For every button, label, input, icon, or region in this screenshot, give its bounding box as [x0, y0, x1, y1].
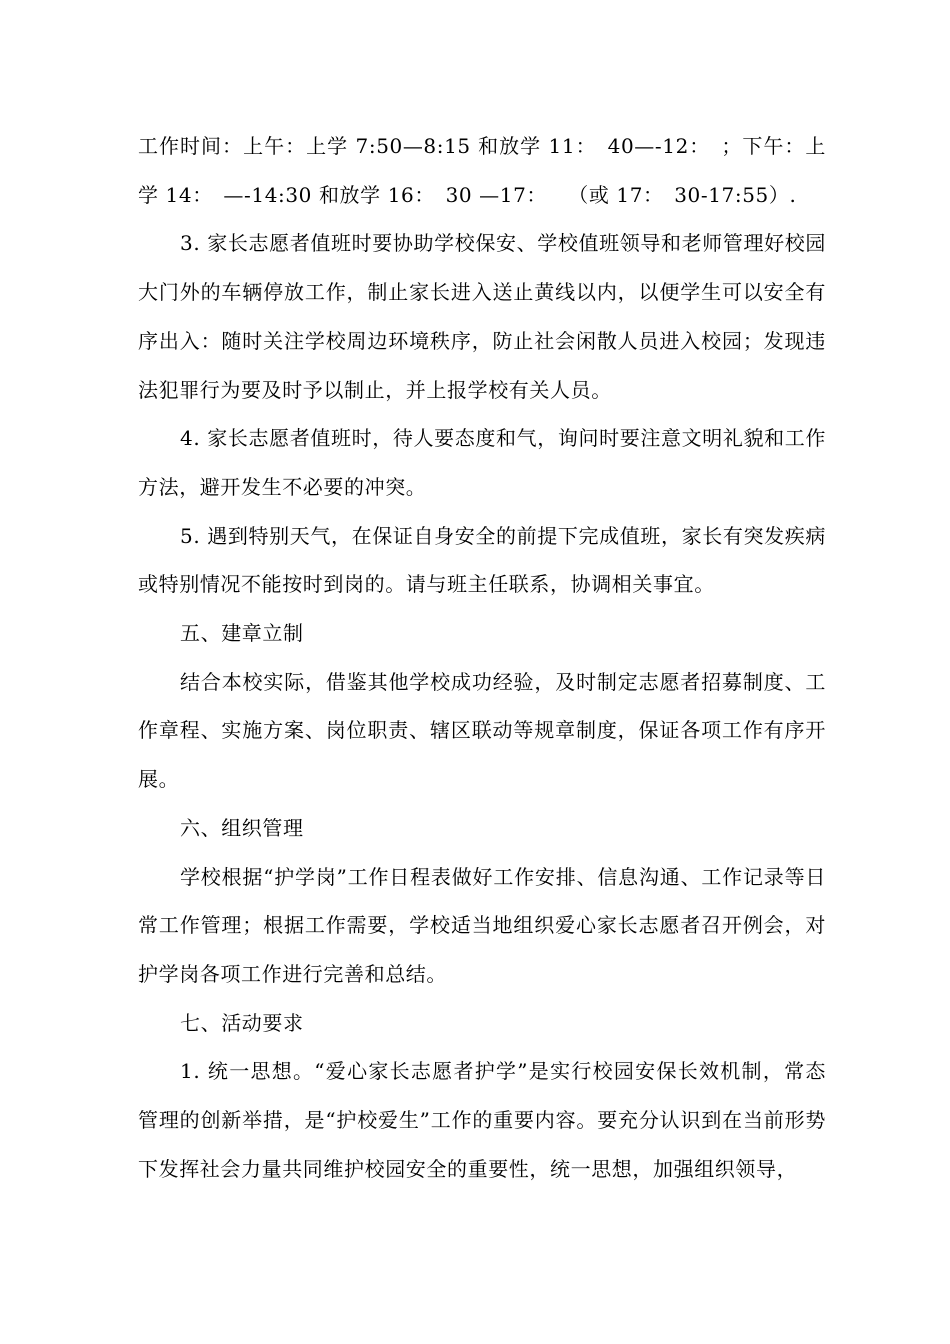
document-body — [138, 122, 826, 1193]
duty-item-3-paragraph: 3. 家长志愿者值班时要协助学校保安、学校值班领导和老师管理好校园大门外的车辆停放工作，制止家长进入送止黄线以内，以便学生可以安全有序出入：随时关注学校周边环境秩序，防止社会闲散人员进入校园；发现违法犯罪行为要及时予以制止，并上报学校有关人员。 — [138, 231, 826, 402]
work-time-paragraph: 工作时间：上午：上学 7:50—8:15 和放学 11： 40—-12： ；下午：上学 14： —-14:30 和放学 16： 30 —17： （或 17： 30-17:55）. — [138, 134, 826, 207]
section-5-heading: 五、建章立制 — [180, 621, 304, 646]
section-7-heading: 七、活动要求 — [180, 1010, 304, 1035]
section-5-paragraph: 结合本校实际，借鉴其他学校成功经验，及时制定志愿者招募制度、工作章程、实施方案、岗位职责、辖区联动等规章制度，保证各项工作有序开展。 — [138, 669, 826, 792]
section-6-heading: 六、组织管理 — [180, 815, 304, 840]
duty-item-4-paragraph: 4. 家长志愿者值班时，待人要态度和气，询问时要注意文明礼貌和工作方法，避开发生不必要的冲突。 — [138, 426, 826, 499]
duty-item-5-paragraph: 5. 遇到特别天气，在保证自身安全的前提下完成值班，家长有突发疾病或特别情况不能按时到岗的。请与班主任联系，协调相关事宜。 — [138, 523, 826, 597]
requirement-item-1-paragraph: 1. 统一思想。“爱心家长志愿者护学”是实行校园安保长效机制，常态管理的创新举措，是“护校爱生”工作的重要内容。要充分认识到在当前形势下发挥社会力量共同维护校园安全的重要性，统一思想，加强组织领导， — [138, 1059, 826, 1181]
section-6-paragraph: 学校根据“护学岗”工作日程表做好工作安排、信息沟通、工作记录等日常工作管理；根据工作需要，学校适当地组织爱心家长志愿者召开例会，对护学岗各项工作进行完善和总结。 — [138, 864, 826, 986]
